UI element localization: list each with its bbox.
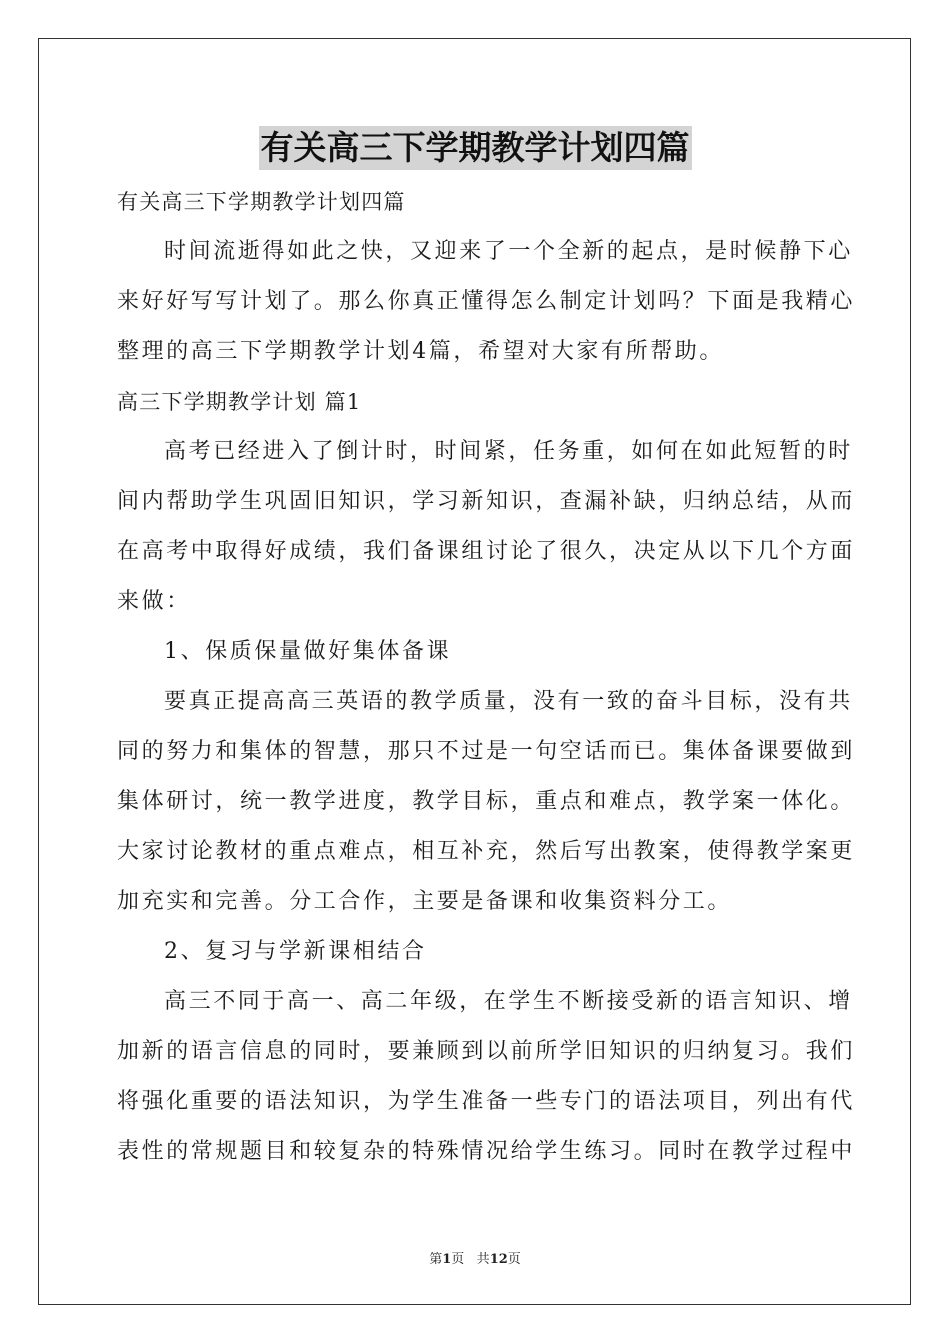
paragraph-line: 要真正提高高三英语的教学质量，没有一致的奋斗目标，没有共 [164,689,853,714]
paragraph-line: 加充实和完善。分工合作，主要是备课和收集资料分工。 [117,889,733,914]
paragraph-line: 同的努力和集体的智慧，那只不过是一句空话而已。集体备课要做到 [117,739,856,764]
paragraph-line: 来好好写写计划了。那么你真正懂得怎么制定计划吗？下面是我精心 [117,289,856,314]
document-title: 有关高三下学期教学计划四篇 [259,126,692,170]
paragraph-line: 1、保质保量做好集体备课 [164,639,452,664]
paragraph-line: 2、复习与学新课相结合 [164,939,427,964]
paragraph-line: 间内帮助学生巩固旧知识，学习新知识，查漏补缺，归纳总结，从而 [117,489,856,514]
footer-total-number: 12 [489,1252,508,1267]
footer-total-suffix: 页 [507,1252,521,1267]
paragraph-line: 表性的常规题目和较复杂的特殊情况给学生练习。同时在教学过程中 [117,1139,856,1164]
page-footer [0,1248,950,1267]
paragraph-line: 集体研讨，统一教学进度，教学目标，重点和难点，教学案一体化。 [117,789,856,814]
paragraph-line: 高考已经进入了倒计时，时间紧，任务重，如何在如此短暂的时 [164,439,853,464]
paragraph-line: 将强化重要的语法知识，为学生准备一些专门的语法项目，列出有代 [117,1089,856,1114]
footer-page-suffix: 页 [451,1252,465,1267]
paragraph-line: 加新的语言信息的同时，要兼顾到以前所学旧知识的归纳复习。我们 [117,1039,856,1064]
document-body [117,177,856,1177]
paragraph-line: 整理的高三下学期教学计划4篇，希望对大家有所帮助。 [117,339,724,364]
paragraph-line: 大家讨论教材的重点难点，相互补充，然后写出教案，使得教学案更 [117,839,856,864]
section-heading: 高三下学期教学计划 篇1 [117,390,362,414]
paragraph-line: 来做： [117,589,191,614]
paragraph-line: 在高考中取得好成绩，我们备课组讨论了很久，决定从以下几个方面 [117,539,856,564]
title-container [0,126,950,170]
footer-page-prefix: 第 [429,1252,443,1267]
paragraph-line: 高三不同于高一、高二年级，在学生不断接受新的语言知识、增 [164,989,853,1014]
paragraph-line: 时间流逝得如此之快，又迎来了一个全新的起点，是时候静下心 [164,239,853,264]
footer-total-prefix: 共 [476,1252,490,1267]
footer-page-number: 1 [442,1252,452,1267]
section-heading: 有关高三下学期教学计划四篇 [117,190,406,214]
